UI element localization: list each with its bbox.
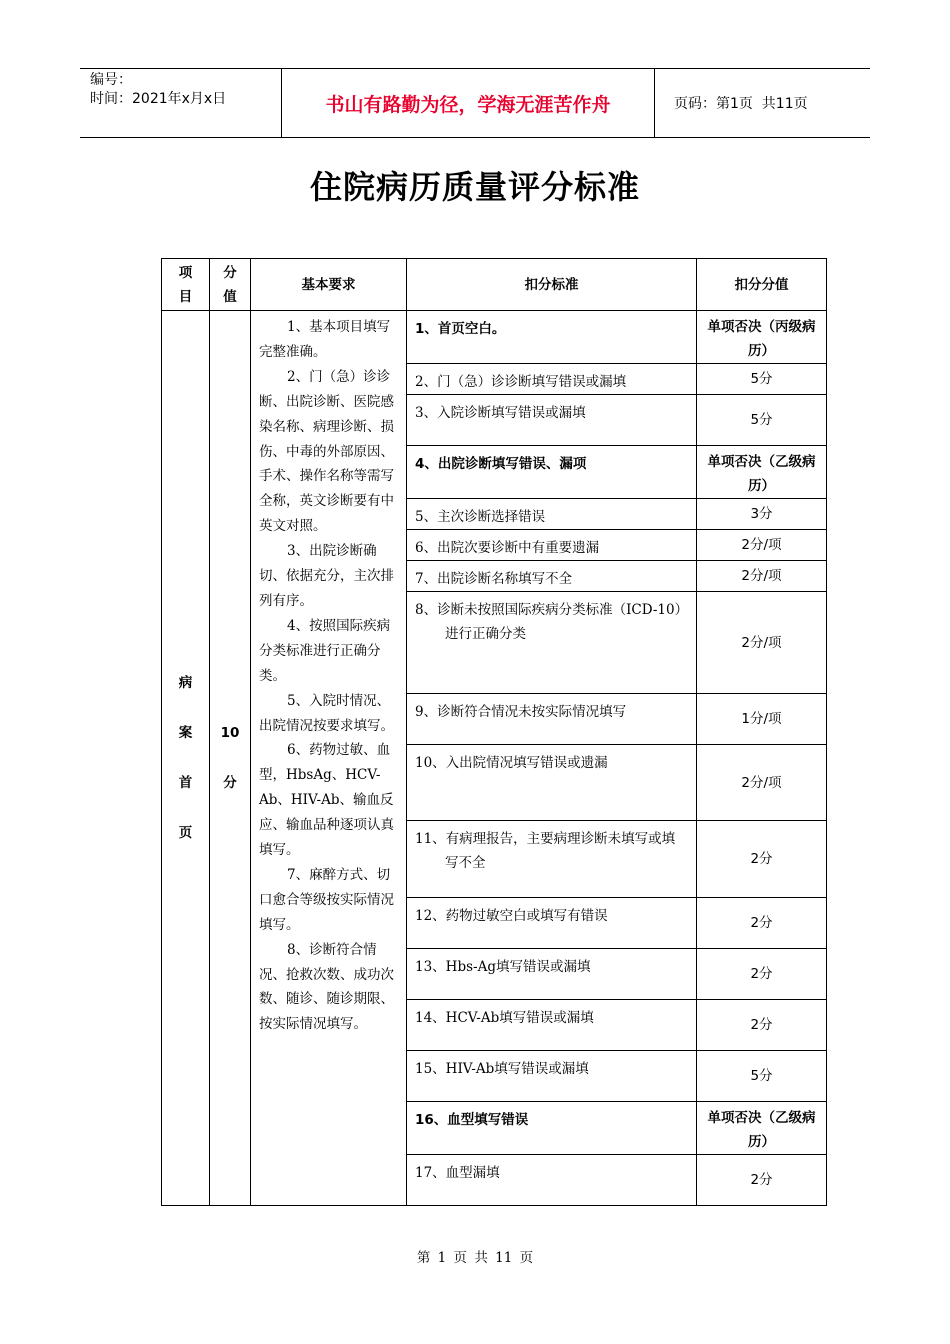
category-cell: 病 案 首 页	[162, 311, 210, 1206]
requirement-item: 8、诊断符合情况、抢救次数、成功次数、随诊、随诊期限、按实际情况填写。	[259, 941, 394, 1033]
deduction-value: 2分	[697, 821, 827, 898]
scoring-table	[161, 258, 827, 1206]
criterion-cell	[407, 1155, 697, 1206]
criterion-text: 12、药物过敏空白或填写有错误	[415, 908, 608, 924]
criterion-text: 4、出院诊断填写错误、漏项	[415, 456, 587, 472]
criterion-cell	[407, 694, 697, 745]
criterion-cell	[407, 949, 697, 1000]
deduction-value: 单项否决（丙级病历）	[697, 311, 827, 364]
criterion-cell	[407, 898, 697, 949]
requirement-item: 5、入院时情况、出院情况按要求填写。	[259, 692, 394, 734]
criterion-cell	[407, 446, 697, 499]
criterion-cell	[407, 592, 697, 694]
page-info-text: 页码：第1页 共11页	[674, 96, 808, 112]
criterion-text: 9、诊断符合情况未按实际情况填写	[415, 704, 627, 720]
requirement-item: 4、按照国际疾病分类标准进行正确分类。	[259, 617, 391, 684]
deduction-value: 5分	[697, 1051, 827, 1102]
deduction-value: 5分	[697, 364, 827, 395]
criterion-text: 11、有病理报告，主要病理诊断未填写或填写不全	[415, 831, 676, 871]
requirement-item: 6、药物过敏、血型，HbsAg、HCV-Ab、HIV-Ab、输血反应、输血品种逐项认真填写。	[259, 742, 394, 859]
deduction-value: 2分/项	[697, 745, 827, 821]
criterion-text: 3、入院诊断填写错误或漏填	[415, 405, 586, 421]
criterion-cell	[407, 1051, 697, 1102]
time-label: 时间：2021年x月x日	[90, 91, 227, 107]
document-title: 住院病历质量评分标准	[309, 168, 640, 206]
criterion-cell	[407, 1102, 697, 1155]
deduction-value: 2分/项	[697, 530, 827, 561]
criterion-cell	[407, 364, 697, 395]
code-label: 编号：	[90, 72, 132, 88]
criterion-cell	[407, 821, 697, 898]
criterion-text: 16、血型填写错误	[415, 1112, 529, 1128]
criterion-text: 10、入出院情况填写错误或遗漏	[415, 755, 608, 771]
criterion-text: 1、首页空白。	[415, 321, 506, 337]
deduction-value: 2分	[697, 1000, 827, 1051]
deduction-value: 2分/项	[697, 592, 827, 694]
header-requirement: 基本要求	[251, 259, 407, 311]
table-row	[162, 311, 827, 364]
criterion-text: 17、血型漏填	[415, 1165, 500, 1181]
deduction-value: 2分	[697, 898, 827, 949]
deduction-value: 2分	[697, 949, 827, 1000]
deduction-value: 单项否决（乙级病历）	[697, 446, 827, 499]
page-footer: 第 1 页 共 11 页	[416, 1250, 534, 1266]
criterion-cell	[407, 1000, 697, 1051]
deduction-value: 2分/项	[697, 561, 827, 592]
criterion-text: 15、HIV-Ab填写错误或漏填	[415, 1061, 589, 1077]
criterion-text: 5、主次诊断选择错误	[415, 509, 546, 525]
criterion-text: 2、门（急）诊诊断填写错误或漏填	[415, 374, 627, 390]
criterion-text: 13、Hbs-Ag填写错误或漏填	[415, 959, 591, 975]
header-motto: 书山有路勤为径，学海无涯苦作舟	[281, 69, 655, 137]
requirement-item: 3、出院诊断确切、依据充分，主次排列有序。	[259, 543, 394, 609]
header-item: 项 目	[162, 259, 210, 311]
criterion-cell	[407, 499, 697, 530]
requirement-item: 2、门（急）诊诊断、出院诊断、医院感染名称、病理诊断、损伤、中毒的外部原因、手术、操作名称等需写全称，英文诊断要有中英文对照。	[259, 368, 394, 535]
header-score: 分 值	[210, 259, 251, 311]
deduction-value: 5分	[697, 395, 827, 446]
header-criteria: 扣分标准	[407, 259, 697, 311]
criterion-cell	[407, 745, 697, 821]
requirements-cell	[251, 311, 407, 1206]
deduction-value: 1分/项	[697, 694, 827, 745]
criterion-cell	[407, 530, 697, 561]
header-page-info	[664, 69, 870, 137]
deduction-value: 3分	[697, 499, 827, 530]
criterion-text: 8、诊断未按照国际疾病分类标准（ICD-10）进行正确分类	[415, 602, 682, 642]
criterion-cell	[407, 395, 697, 446]
criterion-text: 6、出院次要诊断中有重要遗漏	[415, 540, 600, 556]
header-deduction: 扣分分值	[697, 259, 827, 311]
header-meta	[80, 69, 280, 137]
table-header-row	[162, 259, 827, 311]
deduction-value: 单项否决（乙级病历）	[697, 1102, 827, 1155]
requirement-item: 1、基本项目填写完整准确。	[259, 319, 391, 360]
requirement-item: 7、麻醉方式、切口愈合等级按实际情况填写。	[259, 866, 394, 933]
criterion-cell	[407, 561, 697, 592]
page-header	[80, 68, 870, 138]
criterion-cell	[407, 311, 697, 364]
criterion-text: 7、出院诊断名称填写不全	[415, 571, 573, 587]
deduction-value: 2分	[697, 1155, 827, 1206]
criterion-text: 14、HCV-Ab填写错误或漏填	[415, 1010, 594, 1026]
score-cell: 10 分	[210, 311, 251, 1206]
